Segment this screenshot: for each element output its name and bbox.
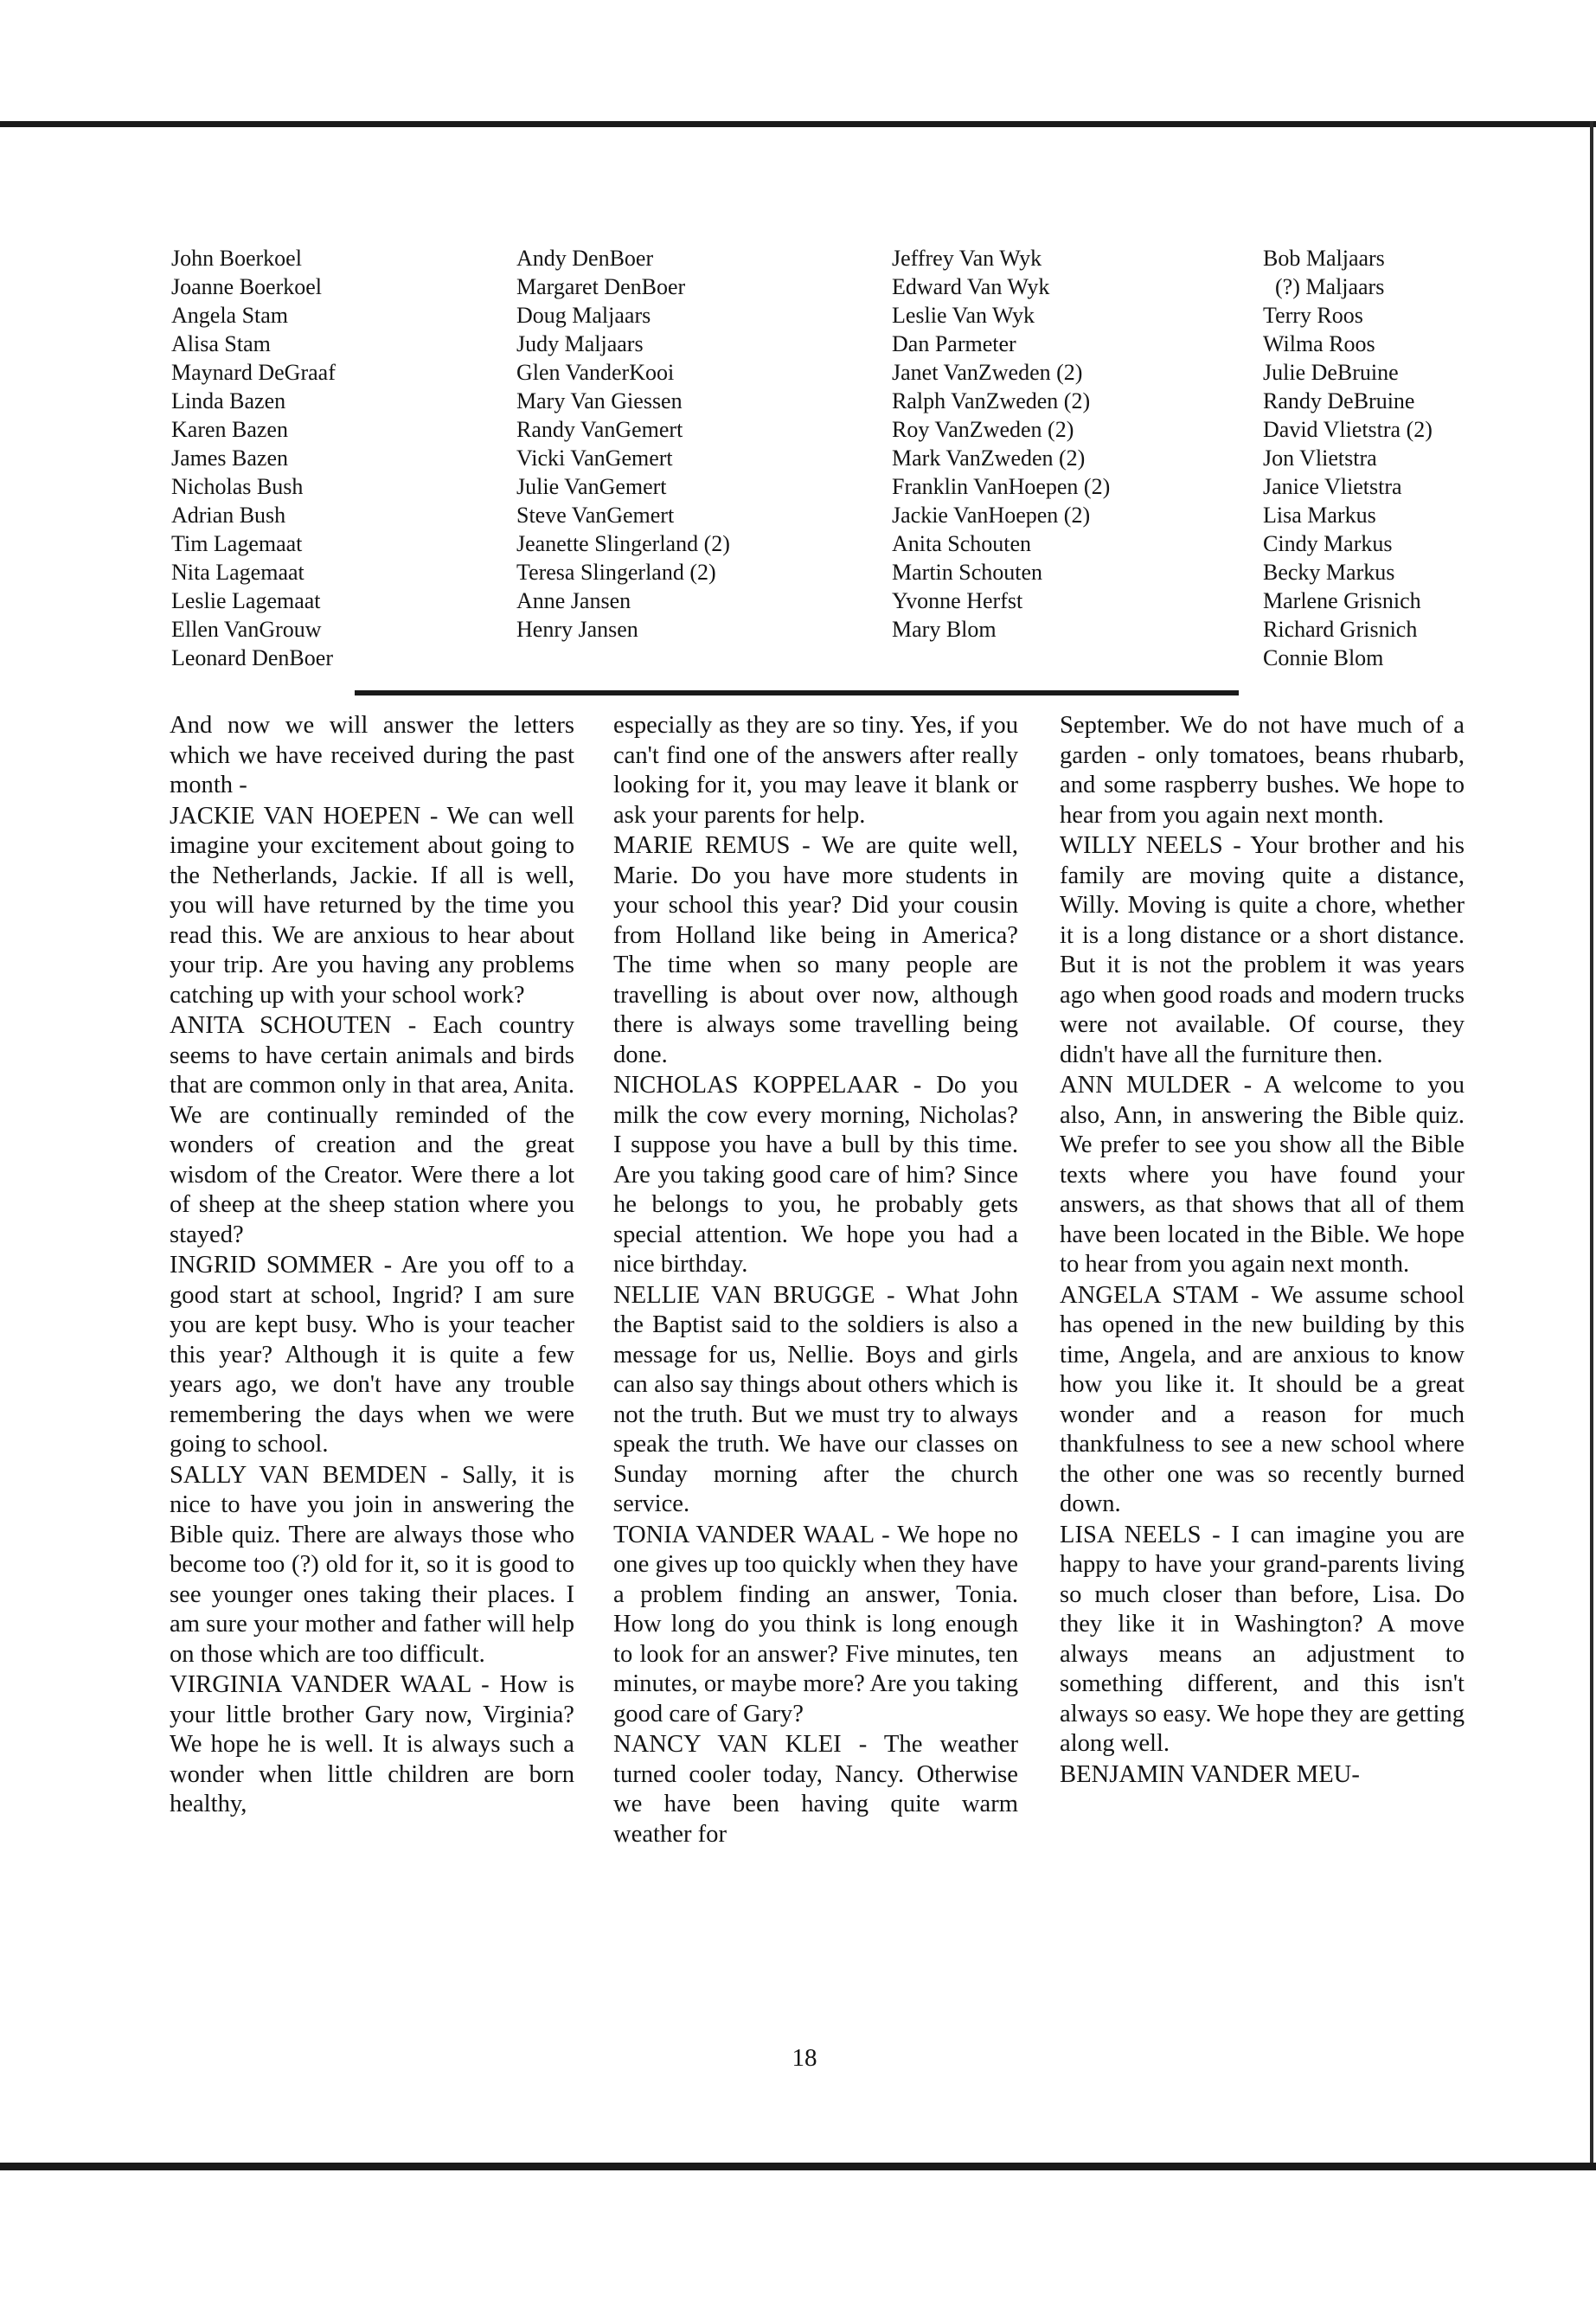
letter-paragraph: BENJAMIN VANDER MEU- [1060,1760,1360,1788]
letters-column-3 [1060,711,1465,2026]
names-column-4 [1263,244,1433,672]
name-entry: Janet VanZweden (2) [892,360,1083,385]
letter-paragraph: TONIA VANDER WAAL - We hope no one gives up too quickly when they have a problem finding an answer, Tonia. How long do you think is long enough to look for an answer? Five minutes, ten minutes, or maybe more? Are you taking good care of Gary? [613,1521,1018,1727]
name-entry: Randy DeBruine [1263,388,1415,413]
names-column-1 [171,244,336,672]
name-entry: Leslie Lagemaat [171,588,321,613]
letter-paragraph: NANCY VAN KLEI - The weather turned cooler today, Nancy. Otherwise we have been having quite warm weather for [613,1731,1018,1848]
letter-paragraph: WILLY NEELS - Your brother and his family are moving quite a distance, Willy. Moving is quite a chore, whether it is a long distance or a short distance. But it is not the problem it was years ago when good roads and modern trucks were not available. Of course, they didn't have all the furniture then. [1060,832,1465,1068]
name-entry: Anita Schouten [892,531,1032,556]
name-entry: Mary Van Giessen [516,388,683,413]
name-entry: Franklin VanHoepen (2) [892,474,1111,499]
name-entry: Andy DenBoer [516,246,654,271]
letter-paragraph: NICHOLAS KOPPELAAR - Do you milk the cow every morning, Nicholas? I suppose you have a bull by this time. Are you taking good care of him? Since he belongs to you, he probably gets special attention. We hope you had a nice birthday. [613,1072,1018,1278]
participant-names-list [171,244,1486,676]
letter-paragraph: LISA NEELS - I can imagine you are happy to have your grand-parents living so much closer than before, Lisa. Do they like it in Washington? A move always means an adjustment to something different, and this isn't always so easy. We hope they are getting along well. [1060,1521,1465,1757]
name-entry: Leslie Van Wyk [892,303,1035,328]
name-entry: Jackie VanHoepen (2) [892,503,1091,528]
name-entry: Henry Jansen [516,617,638,642]
name-entry: Ellen VanGrouw [171,617,322,642]
name-entry: Julie DeBruine [1263,360,1399,385]
name-entry: Joanne Boerkoel [171,274,323,299]
name-entry: Wilma Roos [1263,331,1375,356]
name-entry: Glen VanderKooi [516,360,675,385]
letter-paragraph: MARIE REMUS - We are quite well, Marie. Do you have more students in your school this year? Did your cousin from Holland like being in America? The time when so many people are travelling is about over now, although there is always some travelling being done. [613,832,1018,1068]
letter-paragraph: especially as they are so tiny. Yes, if you can't find one of the answers after really looking for it, you may leave it blank or ask your parents for help. [613,712,1018,829]
name-entry: Jeffrey Van Wyk [892,246,1042,271]
name-entry: Terry Roos [1263,303,1363,328]
name-entry: Marlene Grisnich [1263,588,1421,613]
letter-paragraph: SALLY VAN BEMDEN - Sally, it is nice to have you join in answering the Bible quiz. There are always those who become too (?) old for it, so it is good to see younger ones taking their places. I am sure your mother and father will help on those which are too difficult. [170,1461,574,1668]
top-border-rule [0,121,1596,127]
name-entry: Bob Maljaars [1263,246,1385,271]
name-entry: Margaret DenBoer [516,274,686,299]
name-entry: David Vlietstra (2) [1263,417,1433,442]
name-entry: Jon Vlietstra [1263,445,1377,471]
name-entry: Steve VanGemert [516,503,675,528]
name-entry: Dan Parmeter [892,331,1016,356]
name-entry: Adrian Bush [171,503,286,528]
name-entry: Martin Schouten [892,560,1043,585]
name-entry: Lisa Markus [1263,503,1376,528]
letter-paragraph: ANGELA STAM - We assume school has opened in the new building by this time, Angela, and are anxious to know how you like it. It should be a great wonder and a reason for much thankfulness to see a new school where the other one was so recently burned down. [1060,1281,1465,1517]
name-entry: Connie Blom [1263,645,1384,670]
name-entry: Mary Blom [892,617,997,642]
name-entry: Alisa Stam [171,331,271,356]
name-entry: Randy VanGemert [516,417,683,442]
name-entry: Ralph VanZweden (2) [892,388,1091,413]
name-entry: Nita Lagemaat [171,560,304,585]
name-entry: John Boerkoel [171,246,302,271]
name-entry: Becky Markus [1263,560,1395,585]
letter-paragraph: ANN MULDER - A welcome to you also, Ann, in answering the Bible quiz. We prefer to see you show all the Bible texts where you have found your answers, as that shows that all of them have been located in the Bible. We hope to hear from you again next month. [1060,1072,1465,1278]
letters-column-1 [170,711,574,2026]
name-entry: James Bazen [171,445,289,471]
name-entry: Doug Maljaars [516,303,651,328]
name-entry: Roy VanZweden (2) [892,417,1074,442]
letter-paragraph: ANITA SCHOUTEN - Each country seems to have certain animals and birds that are common only in that area, Anita. We are continually reminded of the wonders of creation and the great wisdom of the Creator. Were there a lot of sheep at the sheep station where you stayed? [170,1012,574,1248]
letters-column-2 [613,711,1018,2026]
name-entry: Teresa Slingerland (2) [516,560,716,585]
bottom-border-rule [0,2163,1596,2170]
name-entry: Janice Vlietstra [1263,474,1402,499]
names-column-3 [892,244,1110,644]
name-entry: Richard Grisnich [1263,617,1418,642]
section-divider [355,690,1239,695]
name-entry: (?) Maljaars [1275,274,1385,299]
page-number: 18 [792,2044,817,2072]
letter-paragraph: And now we will answer the letters which we have received during the past month - [170,712,574,798]
letter-paragraph: September. We do not have much of a garden - only tomatoes, beans rhubarb, and some raspberry bushes. We hope to hear from you again next month. [1060,712,1465,829]
name-entry: Maynard DeGraaf [171,360,336,385]
name-entry: Cindy Markus [1263,531,1393,556]
name-entry: Karen Bazen [171,417,288,442]
letter-paragraph: NELLIE VAN BRUGGE - What John the Baptist said to the soldiers is also a message for us, Nellie. Boys and girls can also say things about others which is not the truth. But we must try to always speak the truth. We have our classes on Sunday morning after the church service. [613,1281,1018,1517]
name-entry: Edward Van Wyk [892,274,1050,299]
name-entry: Yvonne Herfst [892,588,1023,613]
letter-paragraph: VIRGINIA VANDER WAAL - How is your little brother Gary now, Virginia? We hope he is well. It is always such a wonder when little children are born healthy, [170,1671,574,1817]
name-entry: Tim Lagemaat [171,531,303,556]
name-entry: Anne Jansen [516,588,631,613]
name-entry: Judy Maljaars [516,331,644,356]
name-entry: Leonard DenBoer [171,645,333,670]
letter-paragraph: JACKIE VAN HOEPEN - We can well imagine your excitement about going to the Netherlands, Jackie. If all is well, you will have returned by the time you read this. We are anxious to hear about your trip. Are you having any problems catching up with your school work? [170,802,574,1009]
name-entry: Nicholas Bush [171,474,304,499]
name-entry: Linda Bazen [171,388,286,413]
name-entry: Jeanette Slingerland (2) [516,531,730,556]
letter-paragraph: INGRID SOMMER - Are you off to a good start at school, Ingrid? I am sure you are kept busy. Who is your teacher this year? Although it is quite a few years ago, we don't have any trouble remembering the days when we were going to school. [170,1252,574,1458]
names-column-2 [516,244,730,644]
name-entry: Vicki VanGemert [516,445,673,471]
name-entry: Mark VanZweden (2) [892,445,1086,471]
name-entry: Angela Stam [171,303,289,328]
right-border-rule [1590,121,1593,2170]
name-entry: Julie VanGemert [516,474,667,499]
